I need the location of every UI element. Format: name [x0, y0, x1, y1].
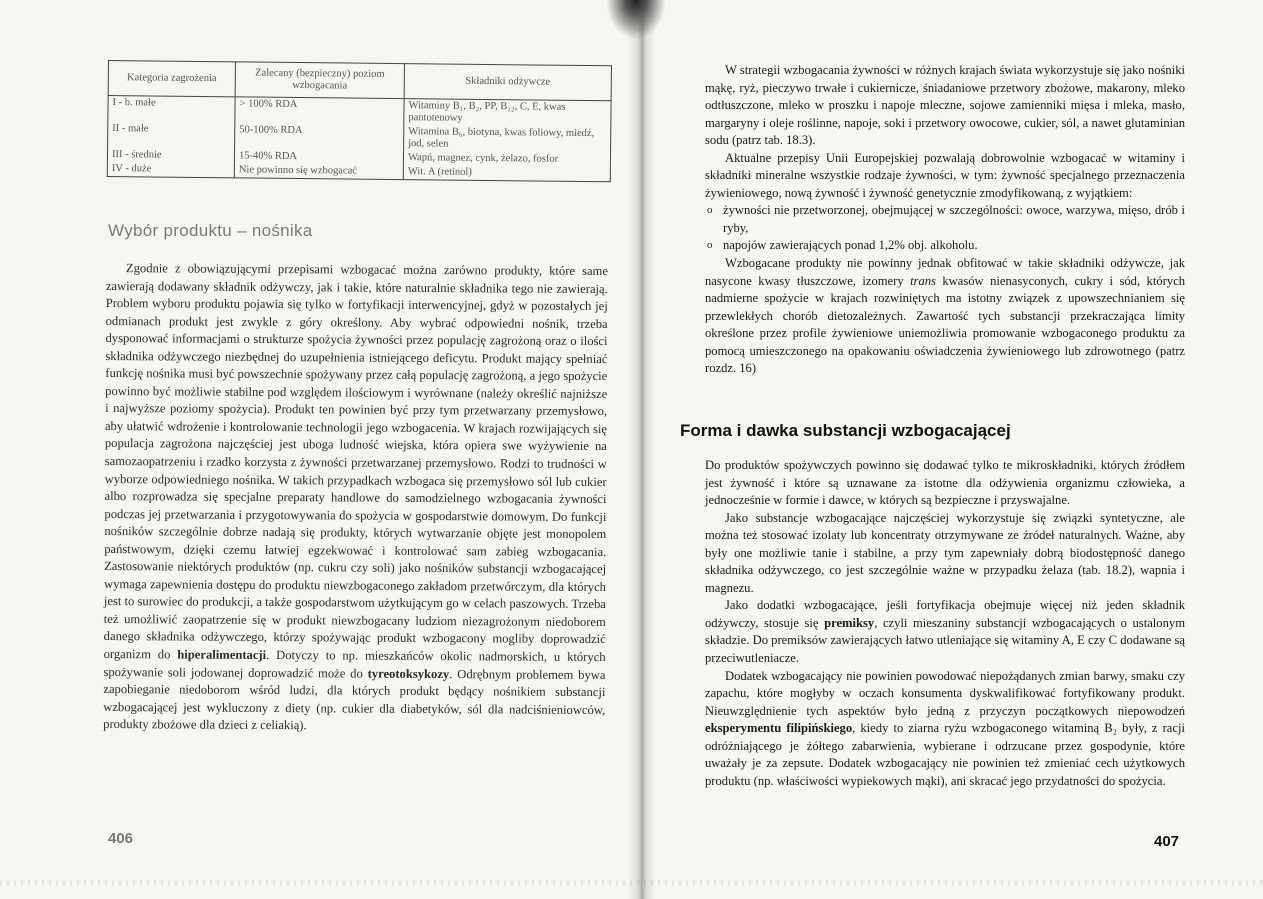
text-run: . Dotyczy to np. mieszkańców okolic nadmorskich, u których spożywanie soli jodowanej doprowadzić może do — [103, 648, 606, 681]
paragraph: Do produktów spożywczych powinno się dodawać tylko te mikroskładniki, których źródłem jest żywność i które są uznawane za istotne dla odżywienia organizmu człowieka, a jednocześnie w formie i dawce, w których są bezpieczne i przyswajalne. — [705, 458, 1185, 508]
scan-noise — [0, 880, 1263, 886]
list-item: o żywności nie przetworzonej, obejmującej w szczególności: owoce, warzywa, mięso, drób i ryby, — [723, 202, 1185, 237]
table-cell: Wapń, magnez, cynk, żelazo, fosfor — [403, 151, 610, 167]
text-run: kwasów nienasyconych, cukry i sód, których nadmierne spożycie w krajach rozwiniętych ma istotny związek z upowszechnianiem się przewlekłych chorób dietozależnych. Zawartość tych substancji przekraczająca limity określone przez profile żywieniowe uniemożliwia promowanie wzbogaconego produktu za pomocą umieszczonego na opakowaniu oświadczenia żywieniowego lub zdrowotnego (patrz rozdz. 16) — [705, 273, 1185, 376]
term-hiperalimentacja: hiperalimentacji — [177, 647, 267, 663]
table-cell: IV - duże — [107, 162, 234, 178]
text-run: Dodatek wzbogacający nie powinien powodować niepożądanych zmian barwy, smaku czy zapachu, które mogłyby w oczach konsumenta dyskwalifikować fortyfikowany produkt. Nieuwzględnienie tych aspektów było jedną z przyczyn początkowych niepowodzeń — [705, 668, 1185, 718]
term-philippine-experiment: eksperymentu filipińskiego — [705, 721, 853, 736]
paragraph: Jako substancje wzbogacające najczęściej wykorzystuje się związki syntetyczne, ale można też stosować izolaty lub koncentraty otrzymywane ze źródeł naturalnych. Ważne, aby były one możliwie tanie i stabilne, a przy tym zapewniały dobrą biodostępność danego składnika odżywczego, co jest szczególnie ważne w przypadku żelaza (tab. 18.2), wapnia i magnezu. — [705, 510, 1185, 595]
page-number-right: 407 — [1154, 833, 1180, 850]
table-header-cell: Kategoria zagrożenia — [108, 61, 235, 97]
strategy-body-text — [705, 62, 1185, 378]
exception-list — [705, 202, 1185, 255]
table-cell: Witaminy B₁, B₂, PP, B₁₂, C, E, kwas pantotenowy — [404, 99, 611, 128]
carrier-paragraph — [103, 260, 608, 737]
page-number-left: 406 — [108, 830, 134, 847]
term-premiksy: premiksy — [824, 615, 875, 630]
section-heading-form-dose: Forma i dawka substancji wzbogacającej — [680, 421, 1011, 440]
section-heading-carrier: Wybór produktu – nośnika — [108, 221, 313, 240]
paragraph — [705, 597, 1185, 667]
paragraph — [705, 668, 1185, 791]
term-tyreotoksykoza: tyreotoksykozy — [367, 666, 450, 681]
text-run: . Odrębnym problemem bywa zapobieganie niedoborom wśród ludzi, dla których produkt będący nośnikiem substancji wzbogacającej jest wykluczony z diety (np. cukier dla diabetyków, sól dla nadciśnieniowców, produkty zbożowe dla dzieci z celiakią). — [103, 666, 606, 733]
list-item: o napojów zawierających ponad 1,2% obj. alkoholu. — [723, 237, 1185, 255]
text-run: , kiedy to ziarna ryżu wzbogaconego witaminą B₂ były, z racji odróżniającego je żółtego zabarwienia, wybierane i odrzucane przez gospodynie, które uważały je za zepsute. Dodatek wzbogacający nie powinien też zmieniać cech użytkowych produktu (np. właściwości wypiekowych mąki), ani skracać jego przydatności do spożycia. — [705, 721, 1185, 788]
carrier-body-text — [103, 260, 608, 737]
table-cell: > 100% RDA — [235, 97, 404, 125]
table-header-cell: Składniki odżywcze — [404, 64, 611, 101]
table-cell: Wit. A (retinol) — [403, 165, 610, 182]
form-dose-body-text — [705, 457, 1185, 790]
text-run: Zgodnie z obowiązującymi przepisami wzbogacać można zarówno produkty, które same zawierają dodawany składnik odżywczy, jak i takie, które naturalnie składnika tego nie zawierają. Problem wyboru produktu pojawia się tylko w fortyfikacji interwencyjnej, gdyż w pozostałych jej odmianach produkt jest zwykle z góry określony. Aby wybrać odpowiedni nośnik, trzeba dysponować informacjami o strukturze spożycia żywności przez populację zagrożoną oraz o ilości składnika odżywczego niezbędnej do uzupełnienia istniejącego deficytu. Produkt mający spełniać funkcję nośnika musi być powszechnie spożywany przez całą populację zagrożoną, a jego spożycie powinno być możliwie stabilne pod względem ilościowym i wyrównane (należy określić najniższe i najwyższe poziomy spożycia). Produkt ten powinien być przy tym przetwarzany przemysłowo, aby ułatwić wdrożenie i kontrolowanie technologii jego wzbogacenia. W krajach rozwijających się populacja zagrożona najczęściej jest uboga ludność wiejska, która opiera swe wyżywienie na samozaopatrzeniu i rzadko korzysta z żywności przetwarzanej przemysłowo. Rodzi to trudności w wyborze odpowiedniego nośnika. W takich przypadkach wzbogaca się przemysłowo sól lub cukier albo rozprowadza się specjalne preparaty handlowe do samodzielnego wzbogacania żywności podczas jej przetwarzania i przygotowywania do spożycia w gospodarstwie domowym. Do funkcji nośników szczególnie dobrze nadają się produkty, których wytwarzanie objęte jest monopolem państwowym, dzięki czemu łatwiej egzekwować i kontrolować sam zabieg wzbogacania. Zastosowanie niektórych produktów (np. cukru czy soli) jako nośników substancji wzbogacającej wymaga zapewnienia dostępu do produktu niewzbogaconego zakładom przetwórczym, dla których jest to surowiec do produkcji, a także gospodarstwom użytkującym go w celach paszowych. Trzeba też umożliwić zaopatrzenie się w produkt niewzbogacany ludziom niezagrożonym niedoborem danego składnika odżywczego, którzy spożywając produkt wzbogacony mogliby doprowadzić organizm do — [103, 261, 608, 662]
table-cell: Witamina B₆, biotyna, kwas foliowy, miedź, jod, selen — [404, 125, 611, 153]
table-header-row — [108, 61, 611, 101]
text-run: Wzbogacane produkty nie powinny jednak obfitować w takie składniki odżywcze, jak nasycone kwasy tłuszczowe, izomery — [705, 256, 1185, 288]
table-cell: 50-100% RDA — [235, 123, 404, 151]
table-cell: III - średnie — [107, 148, 234, 163]
text-run: , czyli mieszaniny substancji wzbogacających o ustalonym składzie. Do premiksów zawierających łatwo utleniające się witaminy A, E czy C dodawane są przeciwutleniacze. — [705, 615, 1185, 666]
text-run: Jako dodatki wzbogacające, jeśli fortyfikacja obejmuje więcej niż jeden składnik odżywczy, stosuje się — [705, 598, 1185, 630]
term-trans: trans — [910, 273, 936, 288]
paragraph: Aktualne przepisy Unii Europejskiej pozwalają dobrowolnie wzbogacać w witaminy i składniki mineralne wszystkie rodzaje żywności, w tym: żywność specjalnego przeznaczenia żywieniowego, nową żywność i żywność genetycznie zmodyfikowaną, z wyjątkiem: — [705, 150, 1185, 200]
paragraph — [705, 255, 1185, 378]
risk-category-table — [107, 60, 612, 182]
table-cell: Nie powinno się wzbogacać — [234, 163, 403, 179]
paragraph: W strategii wzbogacania żywności w różnych krajach świata wykorzystuje się jako nośniki mąkę, ryż, pieczywo trwałe i cukiernicze, śniadaniowe przetwory zbożowe, makarony, mleko odtłuszczone, mleko w proszku i napoje mleczne, sojowe zamienniki mięsa i mleka, masło, margaryny i oleje roślinne, napoje, soki i przetwory owocowe, cukier, sól, a nawet glutaminian sodu (patrz tab. 18.3). — [705, 63, 1185, 148]
table-cell: 15-40% RDA — [234, 149, 403, 165]
table-header-cell: Zalecany (bezpieczny) poziom wzbogacania — [235, 62, 404, 99]
table-cell: II - małe — [108, 122, 235, 149]
table-cell: I - b. małe — [108, 96, 235, 124]
